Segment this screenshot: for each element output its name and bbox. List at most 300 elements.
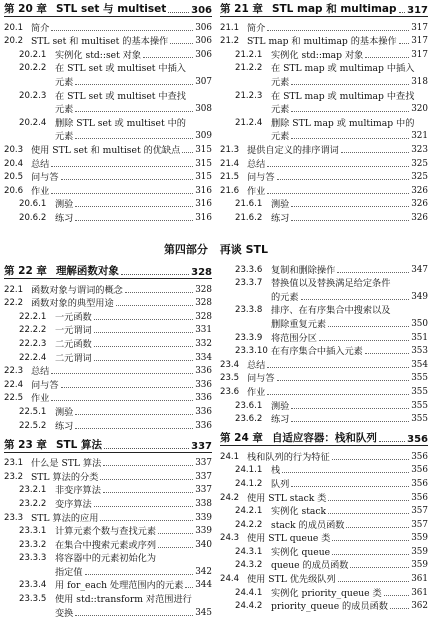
leader-dots	[267, 166, 409, 167]
leader-dots	[291, 486, 409, 487]
toc-entry-continuation	[220, 316, 428, 330]
section-number: 22.5.2	[19, 420, 47, 431]
leader-dots	[267, 367, 409, 368]
leader-dots	[75, 84, 193, 85]
section-number: 24.3.1	[235, 546, 263, 557]
section-number: 22.5.1	[19, 406, 47, 417]
toc-entry	[4, 156, 212, 170]
page-number: 337	[195, 485, 212, 496]
toc-entry	[4, 469, 212, 483]
section-title-continued: 的元素	[271, 291, 299, 303]
page-number: 308	[195, 104, 212, 115]
leader-dots	[104, 448, 189, 449]
toc-entry	[220, 504, 428, 518]
section-number: 23.3.8	[235, 305, 263, 316]
toc-entry	[4, 170, 212, 184]
toc-entry-continuation	[220, 74, 428, 88]
page-number: 344	[195, 580, 212, 591]
section-number: 23.3.10	[235, 346, 268, 357]
section-title: 排序、在有序集合中搜索以及	[271, 305, 391, 317]
leader-dots	[121, 274, 189, 275]
page-number: 354	[411, 359, 428, 370]
page-number: 361	[411, 587, 428, 598]
section-number: 22.2	[4, 298, 24, 309]
section-title: 一元函数	[55, 311, 92, 323]
section-number: 20.1	[4, 22, 24, 33]
toc-entry	[4, 183, 212, 197]
page-number: 306	[191, 5, 212, 16]
section-title: 计算元素个数与查找元素	[55, 526, 157, 538]
page-number: 339	[195, 512, 212, 523]
page-number: 317	[411, 49, 428, 60]
page-number: 362	[411, 601, 428, 612]
part-title: 再谈 STL	[219, 243, 269, 256]
toc-entry	[4, 391, 212, 405]
toc-entry	[4, 524, 212, 538]
leader-dots	[182, 152, 193, 153]
section-number: 21.2.2	[235, 63, 263, 74]
section-title-continued: 变换	[55, 607, 74, 619]
page-number: 356	[407, 434, 428, 446]
section-title: 非变序算法	[55, 485, 101, 497]
section-title: 函数对象的典型用途	[31, 298, 114, 310]
toc-entry	[4, 142, 212, 156]
chapter-title: 理解函数对象	[55, 265, 119, 277]
leader-dots	[158, 547, 193, 548]
page-number: 321	[411, 131, 428, 142]
page-number: 356	[411, 478, 428, 489]
section-number: 24.1.1	[235, 465, 263, 476]
section-title-continued: 删除重复元素	[271, 318, 327, 330]
page-number: 331	[195, 325, 212, 336]
toc-entry	[4, 496, 212, 510]
section-title: 用 for_each 处理范围内的元素	[55, 580, 184, 592]
section-number: 23.2.1	[19, 485, 47, 496]
page-number: 325	[411, 158, 428, 169]
section-number: 22.5	[4, 393, 24, 404]
page-number: 357	[411, 519, 428, 530]
toc-entry	[4, 364, 212, 378]
page-number: 316	[195, 212, 212, 223]
section-number: 24.2.1	[235, 506, 263, 517]
toc-entry	[220, 357, 428, 371]
section-number: 21.6	[220, 185, 240, 196]
leader-dots	[94, 506, 193, 507]
toc-entry	[4, 296, 212, 310]
page-number: 355	[411, 386, 428, 397]
section-title: 复制和删除操作	[271, 264, 336, 276]
section-number: 20.2.2	[19, 63, 47, 74]
section-number: 24.2	[220, 492, 240, 503]
toc-entry	[220, 262, 428, 276]
page-number: 336	[195, 420, 212, 431]
toc-entry	[4, 377, 212, 391]
section-number: 23.3.6	[235, 264, 263, 275]
section-title: 测验	[55, 199, 74, 211]
toc-entry	[220, 156, 428, 170]
page-number: 355	[411, 414, 428, 425]
page-number: 355	[411, 400, 428, 411]
leader-dots	[332, 540, 409, 541]
page-number: 351	[411, 332, 428, 343]
section-title: 删除 STL set 或 multiset 中的	[55, 117, 186, 129]
section-title: 将容器中的元素初始化为	[55, 553, 157, 565]
section-number: 23.5	[220, 373, 240, 384]
toc-entry	[220, 330, 428, 344]
section-title: STL 算法的分类	[31, 471, 99, 483]
section-title: 队列	[271, 478, 290, 490]
chapter-number: 第 24 章	[220, 432, 263, 445]
toc-column-bottom-right	[220, 262, 428, 612]
toc-entry-continuation	[4, 129, 212, 143]
section-title: 什么是 STL 算法	[31, 458, 102, 470]
section-number: 23.3	[4, 512, 24, 523]
toc-entry	[220, 34, 428, 48]
section-title: 测验	[55, 406, 74, 418]
section-title-continued: 元素	[271, 104, 290, 116]
leader-dots	[100, 520, 193, 521]
leader-dots	[338, 581, 410, 582]
toc-entry	[4, 34, 212, 48]
section-number: 23.4	[220, 359, 240, 370]
section-number: 24.1.2	[235, 478, 263, 489]
page-number: 328	[195, 298, 212, 309]
section-number: 21.4	[220, 158, 240, 169]
toc-entry	[220, 142, 428, 156]
toc-entry	[4, 47, 212, 61]
toc-entry	[220, 371, 428, 385]
section-title: 使用 STL stack 类	[247, 492, 327, 504]
section-title: 在 STL map 或 multimap 中插入	[271, 63, 415, 75]
page-number: 356	[411, 465, 428, 476]
section-title: STL 算法的应用	[31, 512, 99, 524]
toc-entry	[220, 585, 428, 599]
section-title: 作业	[247, 185, 266, 197]
page-number: 317	[407, 5, 428, 16]
leader-dots	[341, 152, 409, 153]
page-number: 359	[411, 560, 428, 571]
section-title: 总结	[31, 158, 50, 170]
section-title: 实例化 stack	[271, 506, 327, 518]
section-number: 23.3.3	[19, 553, 47, 564]
page-number: 359	[411, 546, 428, 557]
leader-dots	[170, 43, 193, 44]
leader-dots	[365, 353, 409, 354]
section-number: 24.3.2	[235, 560, 263, 571]
toc-entry	[4, 578, 212, 592]
toc-column-bottom-left	[4, 262, 212, 619]
toc-entry	[4, 537, 212, 551]
leader-dots	[75, 220, 193, 221]
toc-entry	[4, 483, 212, 497]
chapter-number: 第 23 章	[4, 438, 47, 451]
toc-column-top-right	[220, 0, 428, 224]
page-number: 361	[411, 574, 428, 585]
leader-dots	[365, 57, 409, 58]
section-number: 20.5	[4, 172, 24, 183]
section-title: 函数对象与谓词的概念	[31, 284, 123, 296]
page-number: 328	[195, 311, 212, 322]
toc-entry	[220, 183, 428, 197]
section-title: 实例化 queue	[271, 546, 331, 558]
section-number: 20.2.3	[19, 90, 47, 101]
leader-dots	[282, 472, 409, 473]
leader-dots	[75, 428, 193, 429]
section-title: 在集合中搜索元素或序列	[55, 539, 157, 551]
chapter-heading	[4, 262, 212, 279]
leader-dots	[291, 408, 409, 409]
section-number: 21.2.3	[235, 90, 263, 101]
section-number: 22.2.3	[19, 338, 47, 349]
page-number: 336	[195, 366, 212, 377]
leader-dots	[277, 380, 410, 381]
section-number: 22.1	[4, 284, 24, 295]
chapter-heading	[4, 0, 212, 17]
section-title: 删除 STL map 或 multimap 中的	[271, 117, 415, 129]
toc-entry	[220, 20, 428, 34]
leader-dots	[75, 111, 193, 112]
leader-dots	[51, 193, 193, 194]
section-title: 使用 STL set 和 multiset 的优缺点	[31, 144, 181, 156]
chapter-title: STL set 与 multiset	[55, 3, 167, 15]
toc-entry	[4, 510, 212, 524]
section-number: 22.2.4	[19, 352, 47, 363]
leader-dots	[51, 400, 193, 401]
section-number: 23.3.2	[19, 539, 47, 550]
page-number: 353	[411, 346, 428, 357]
section-title: 使用 STL queue 类	[247, 533, 331, 545]
chapter-heading	[220, 0, 428, 17]
leader-dots	[61, 179, 194, 180]
page-number: 309	[195, 131, 212, 142]
leader-dots	[267, 394, 409, 395]
section-title: 在 STL map 或 multimap 中查找	[271, 90, 415, 102]
section-number: 24.1	[220, 451, 240, 462]
section-title: 作业	[31, 393, 50, 405]
section-number: 23.6	[220, 386, 240, 397]
leader-dots	[291, 421, 409, 422]
toc-entry	[220, 344, 428, 358]
section-number: 24.4.2	[235, 601, 263, 612]
toc-entry	[220, 384, 428, 398]
section-number: 20.2.1	[19, 49, 47, 60]
toc-entry	[220, 88, 428, 102]
part-label: 第四部分	[163, 243, 208, 256]
leader-dots	[158, 533, 193, 534]
section-number: 24.4	[220, 574, 240, 585]
page-number: 355	[411, 373, 428, 384]
leader-dots	[384, 595, 409, 596]
toc-entry	[220, 476, 428, 490]
toc-entry	[4, 309, 212, 323]
section-number: 23.3.5	[19, 594, 47, 605]
page-number: 316	[195, 199, 212, 210]
section-title: 实例化 std::set 对象	[55, 49, 142, 61]
page-number: 332	[195, 338, 212, 349]
section-title: 在 STL set 或 multiset 中查找	[55, 90, 186, 102]
page-number: 336	[195, 393, 212, 404]
section-number: 24.3	[220, 533, 240, 544]
chapter-number: 第 21 章	[220, 3, 263, 15]
page-number: 356	[411, 492, 428, 503]
leader-dots	[291, 111, 409, 112]
section-number: 21.2	[220, 36, 240, 47]
toc-entry	[220, 517, 428, 531]
leader-dots	[301, 299, 410, 300]
section-title: 简介	[247, 22, 266, 34]
chapter-heading	[4, 436, 212, 453]
toc-entry	[220, 303, 428, 317]
section-title: 问与答	[31, 172, 59, 184]
toc-entry	[220, 398, 428, 412]
section-title: 练习	[271, 212, 290, 224]
leader-dots	[267, 30, 409, 31]
page-number: 326	[411, 199, 428, 210]
section-title: 一元谓词	[55, 325, 92, 337]
toc-entry	[220, 558, 428, 572]
leader-dots	[185, 587, 193, 588]
section-title: queue 的成员函数	[271, 560, 349, 572]
toc-entry	[220, 449, 428, 463]
toc-entry	[4, 88, 212, 102]
toc-entry	[4, 20, 212, 34]
leader-dots	[94, 346, 193, 347]
page-number: 349	[411, 291, 428, 302]
page-number: 315	[195, 144, 212, 155]
page-number: 315	[195, 172, 212, 183]
page-number: 325	[411, 172, 428, 183]
leader-dots	[337, 272, 409, 273]
chapter-number: 第 20 章	[4, 3, 47, 15]
section-title: 问与答	[31, 379, 59, 391]
page-number: 323	[411, 144, 428, 155]
leader-dots	[350, 567, 409, 568]
page-number: 336	[195, 406, 212, 417]
toc-entry-continuation	[4, 74, 212, 88]
page-number: 359	[411, 533, 428, 544]
leader-dots	[143, 57, 193, 58]
toc-entry	[220, 412, 428, 426]
page-number: 316	[195, 185, 212, 196]
page-number: 306	[195, 22, 212, 33]
leader-dots	[390, 608, 409, 609]
section-number: 23.3.9	[235, 332, 263, 343]
section-title: 变序算法	[55, 498, 92, 510]
section-title: 实例化 std::map 对象	[271, 49, 364, 61]
page-number: 340	[195, 539, 212, 550]
section-number: 21.6.1	[235, 199, 263, 210]
page-number: 347	[411, 264, 428, 275]
toc-entry	[220, 170, 428, 184]
leader-dots	[399, 12, 406, 13]
section-number: 22.2.2	[19, 325, 47, 336]
section-title-continued: 元素	[271, 76, 290, 88]
section-number: 22.3	[4, 366, 24, 377]
toc-entry	[220, 197, 428, 211]
leader-dots	[328, 326, 409, 327]
page-number: 326	[411, 212, 428, 223]
leader-dots	[277, 179, 410, 180]
section-title: stack 的成员函数	[271, 519, 345, 531]
toc-entry	[220, 531, 428, 545]
part-heading	[0, 241, 432, 257]
chapter-title: STL 算法	[55, 438, 103, 451]
section-title: STL set 和 multiset 的基本操作	[31, 36, 169, 48]
section-number: 20.6	[4, 185, 24, 196]
leader-dots	[85, 574, 194, 575]
toc-entry	[220, 47, 428, 61]
leader-dots	[103, 492, 193, 493]
section-number: 23.6.2	[235, 414, 263, 425]
toc-entry	[220, 544, 428, 558]
section-number: 22.4	[4, 379, 24, 390]
section-title: 提供自定义的排序谓词	[247, 144, 339, 156]
page-number: 338	[195, 498, 212, 509]
leader-dots	[116, 305, 194, 306]
leader-dots	[399, 43, 410, 44]
section-number: 21.2.4	[235, 117, 263, 128]
page-number: 356	[411, 451, 428, 462]
toc-entry	[220, 115, 428, 129]
leader-dots	[75, 414, 193, 415]
section-title: 在有序集合中插入元素	[271, 346, 363, 358]
section-number: 20.6.1	[19, 199, 47, 210]
leader-dots	[94, 319, 193, 320]
section-number: 23.3.7	[235, 278, 263, 289]
leader-dots	[75, 206, 193, 207]
section-number: 23.3.1	[19, 526, 47, 537]
chapter-title: STL map 和 multimap	[271, 3, 397, 15]
leader-dots	[94, 360, 193, 361]
toc-entry-continuation	[4, 564, 212, 578]
leader-dots	[100, 479, 193, 480]
section-title: 测验	[271, 400, 290, 412]
section-title: STL map 和 multimap 的基本操作	[247, 36, 397, 48]
section-title: 使用 std::transform 对范围进行	[55, 594, 192, 606]
section-title: 总结	[247, 158, 266, 170]
leader-dots	[75, 615, 193, 616]
section-number: 20.4	[4, 158, 24, 169]
section-number: 21.6.2	[235, 212, 263, 223]
section-number: 23.1	[4, 458, 24, 469]
section-title-continued: 元素	[55, 76, 74, 88]
section-number: 20.3	[4, 144, 24, 155]
section-title-continued: 元素	[55, 131, 74, 143]
toc-column-top-left	[4, 0, 212, 224]
leader-dots	[332, 554, 409, 555]
toc-entry	[4, 456, 212, 470]
section-title: 实例化 priority_queue 类	[271, 587, 382, 599]
section-title: 总结	[247, 359, 266, 371]
toc-entry	[4, 210, 212, 224]
section-title: 测验	[271, 199, 290, 211]
toc-entry	[4, 115, 212, 129]
section-number: 21.3	[220, 144, 240, 155]
leader-dots	[291, 138, 409, 139]
leader-dots	[328, 500, 409, 501]
toc-entry	[4, 197, 212, 211]
section-title: 作业	[247, 386, 266, 398]
section-number: 24.2.2	[235, 519, 263, 530]
section-title: 二元谓词	[55, 352, 92, 364]
toc-entry	[220, 210, 428, 224]
toc-entry-continuation	[220, 129, 428, 143]
toc-entry	[4, 551, 212, 565]
page-number: 320	[411, 104, 428, 115]
page-number: 328	[195, 284, 212, 295]
page-number: 317	[411, 22, 428, 33]
leader-dots	[51, 30, 193, 31]
